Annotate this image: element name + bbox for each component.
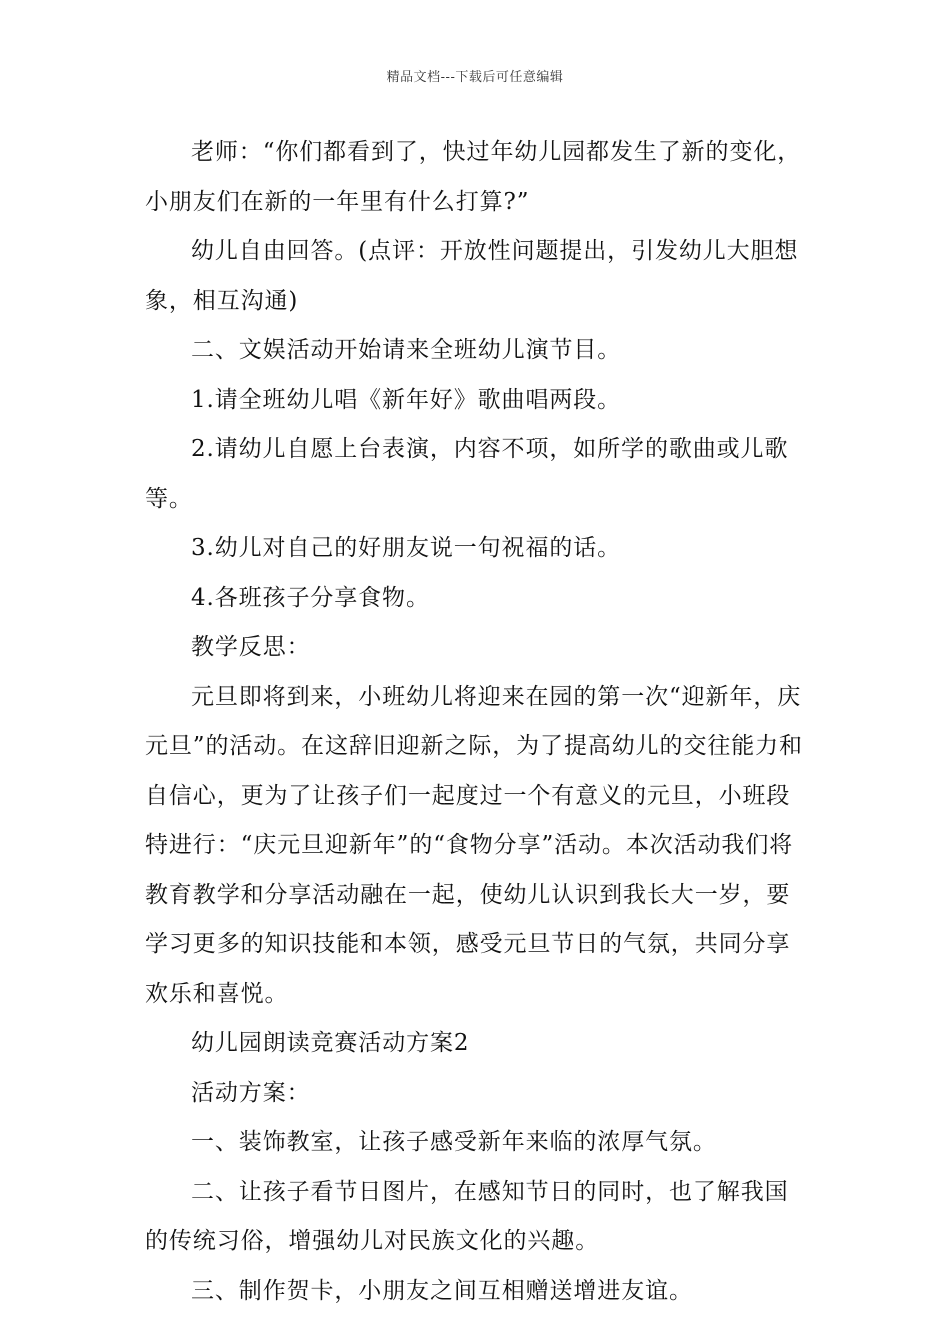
paragraph-section-two: 二、文娱活动开始请来全班幼儿演节目。 — [191, 337, 622, 363]
list-item-2: 2.请幼儿自愿上台表演，内容不项，如所学的歌曲或儿歌等。 — [145, 436, 789, 512]
list-item-3: 3.幼儿对自己的好朋友说一句祝福的话。 — [191, 535, 622, 561]
paragraph-reflection: 元旦即将到来，小班幼儿将迎来在园的第一次“迎新年，庆元旦”的活动。在这辞旧迎新之际，为了提高幼儿的交往能力和自信心，更为了让孩子们一起度过一个有意义的元旦，小班段特进行：“庆元旦迎新年”的“食物分享”活动。本次活动我们将教育教学和分享活动融在一起，使幼儿认识到我长大一岁，要学习更多的知识技能和本领，感受元旦节日的气氛，共同分享欢乐和喜悦。 — [145, 683, 803, 1007]
paragraph-children-answer: 幼儿自由回答。(点评：开放性问题提出，引发幼儿大胆想象，相互沟通) — [145, 238, 799, 314]
page-header: 精品文档---下载后可任意编辑 — [386, 70, 564, 85]
heading-reflection: 教学反思： — [191, 634, 311, 660]
plan-step-1: 一、装饰教室，让孩子感受新年来临的浓厚气氛。 — [191, 1129, 717, 1155]
plan-step-3: 三、制作贺卡，小朋友之间互相赠送增进友谊。 — [191, 1277, 693, 1304]
plan-step-2: 二、让孩子看节日图片，在感知节日的同时，也了解我国的传统习俗，增强幼儿对民族文化的兴趣。 — [145, 1178, 789, 1254]
list-item-4: 4.各班孩子分享食物。 — [191, 584, 430, 611]
paragraph-teacher-quote: 老师：“你们都看到了，快过年幼儿园都发生了新的变化，小朋友们在新的一年里有什么打算?” — [145, 139, 802, 215]
list-item-1: 1.请全班幼儿唱《新年好》歌曲唱两段。 — [191, 386, 622, 413]
document-body — [145, 128, 807, 1316]
heading-plan-2: 幼儿园朗读竞赛活动方案2 — [191, 1030, 470, 1056]
heading-activity-plan: 活动方案： — [191, 1079, 311, 1106]
